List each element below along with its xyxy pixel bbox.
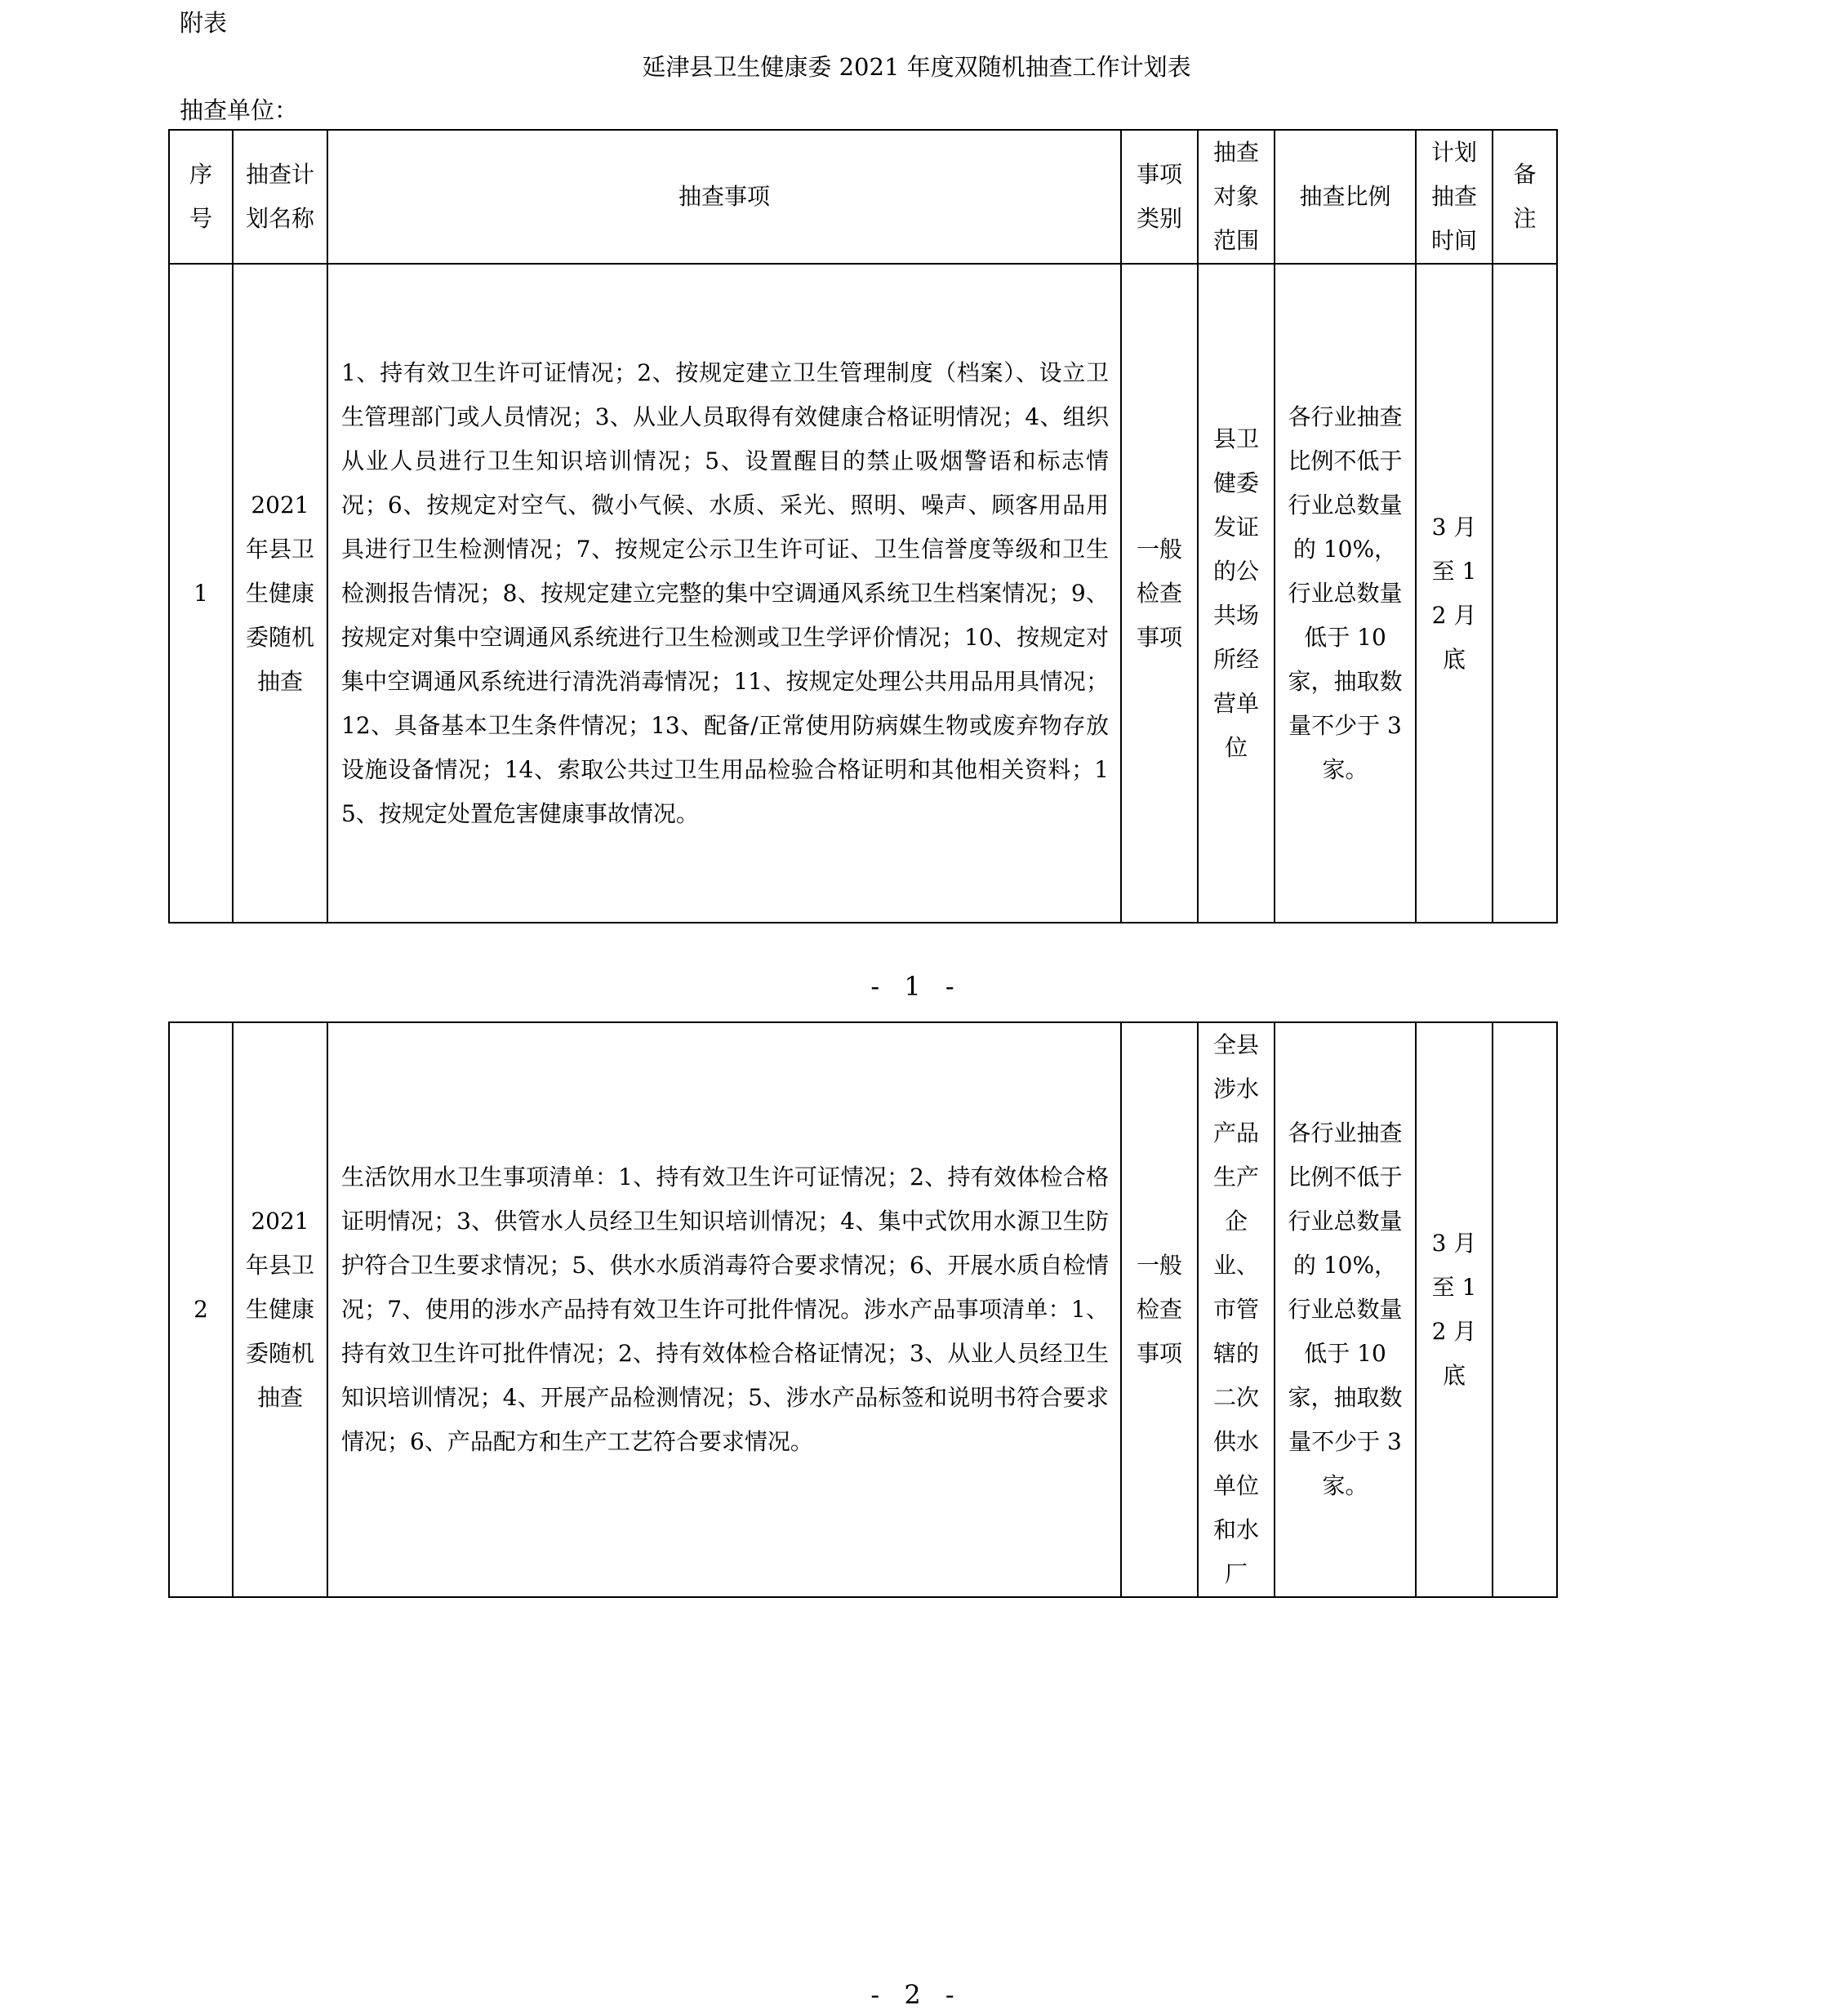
header-ratio: 抽查比例 — [1275, 130, 1416, 264]
header-items: 抽查事项 — [327, 130, 1121, 264]
row-category: 一般检查事项 — [1121, 1022, 1198, 1597]
table-row — [169, 264, 1557, 923]
page-number: - 2 - — [870, 1979, 963, 2010]
row-plan-name: 2021 年县卫生健康委随机抽查 — [233, 1022, 327, 1597]
table-row — [169, 1022, 1557, 1597]
row-time: 3 月至 12 月底 — [1416, 264, 1493, 923]
row-plan-name: 2021 年县卫生健康委随机抽查 — [233, 264, 327, 923]
header-remark: 备注 — [1493, 130, 1557, 264]
header-seq: 序号 — [169, 130, 233, 264]
row-scope: 县卫健委发证的公共场所经营单位 — [1198, 264, 1275, 923]
row-ratio: 各行业抽查比例不低于行业总数量的 10%，行业总数量低于 10 家，抽取数量不少于 3 家。 — [1275, 1022, 1416, 1597]
row-time: 3 月至 12 月底 — [1416, 1022, 1493, 1597]
table-header-row — [169, 130, 1557, 264]
header-time: 计划抽查时间 — [1416, 130, 1493, 264]
row-scope: 全县涉水产品生产企业、市管辖的二次供水单位和水厂 — [1198, 1022, 1275, 1597]
row-seq: 1 — [169, 264, 233, 923]
row-items: 1、持有效卫生许可证情况；2、按规定建立卫生管理制度（档案）、设立卫生管理部门或人员情况；3、从业人员取得有效健康合格证明情况；4、组织从业人员进行卫生知识培训情况；5、设置醒目的禁止吸烟警语和标志情况；6、按规定对空气、微小气候、水质、采光、照明、噪声、顾客用品用具进行卫生检测情况；7、按规定公示卫生许可证、卫生信誉度等级和卫生检测报告情况；8、按规定建立完整的集中空调通风系统卫生档案情况；9、按规定对集中空调通风系统进行卫生检测或卫生学评价情况；10、按规定对集中空调通风系统进行清洗消毒情况；11、按规定处理公共用品用具情况；12、具备基本卫生条件情况；13、配备/正常使用防病媒生物或废弃物存放设施设备情况；14、索取公共过卫生用品检验合格证明和其他相关资料；15、按规定处置危害健康事故情况。 — [327, 264, 1121, 923]
plan-table-page-2 — [168, 1021, 1558, 1598]
document-title: 延津县卫生健康委 2021 年度双随机抽查工作计划表 — [642, 53, 1191, 81]
plan-table-page-1 — [168, 129, 1558, 923]
row-remark — [1493, 264, 1557, 923]
inspection-unit-label: 抽查单位： — [180, 96, 299, 124]
header-plan-name: 抽查计划名称 — [233, 130, 327, 264]
row-category: 一般检查事项 — [1121, 264, 1198, 923]
header-category: 事项类别 — [1121, 130, 1198, 264]
row-seq: 2 — [169, 1022, 233, 1597]
row-items: 生活饮用水卫生事项清单：1、持有效卫生许可证情况；2、持有效体检合格证明情况；3、供管水人员经卫生知识培训情况；4、集中式饮用水源卫生防护符合卫生要求情况；5、供水水质消毒符合要求情况；6、开展水质自检情况；7、使用的涉水产品持有效卫生许可批件情况。涉水产品事项清单：1、持有效卫生许可批件情况；2、持有效体检合格证情况；3、从业人员经卫生知识培训情况；4、开展产品检测情况；5、涉水产品标签和说明书符合要求情况；6、产品配方和生产工艺符合要求情况。 — [327, 1022, 1121, 1597]
page-number: - 1 - — [870, 971, 963, 1002]
row-remark — [1493, 1022, 1557, 1597]
row-ratio: 各行业抽查比例不低于行业总数量的 10%，行业总数量低于 10 家，抽取数量不少于 3 家。 — [1275, 264, 1416, 923]
appendix-label: 附表 — [180, 9, 228, 37]
header-scope: 抽查对象范围 — [1198, 130, 1275, 264]
